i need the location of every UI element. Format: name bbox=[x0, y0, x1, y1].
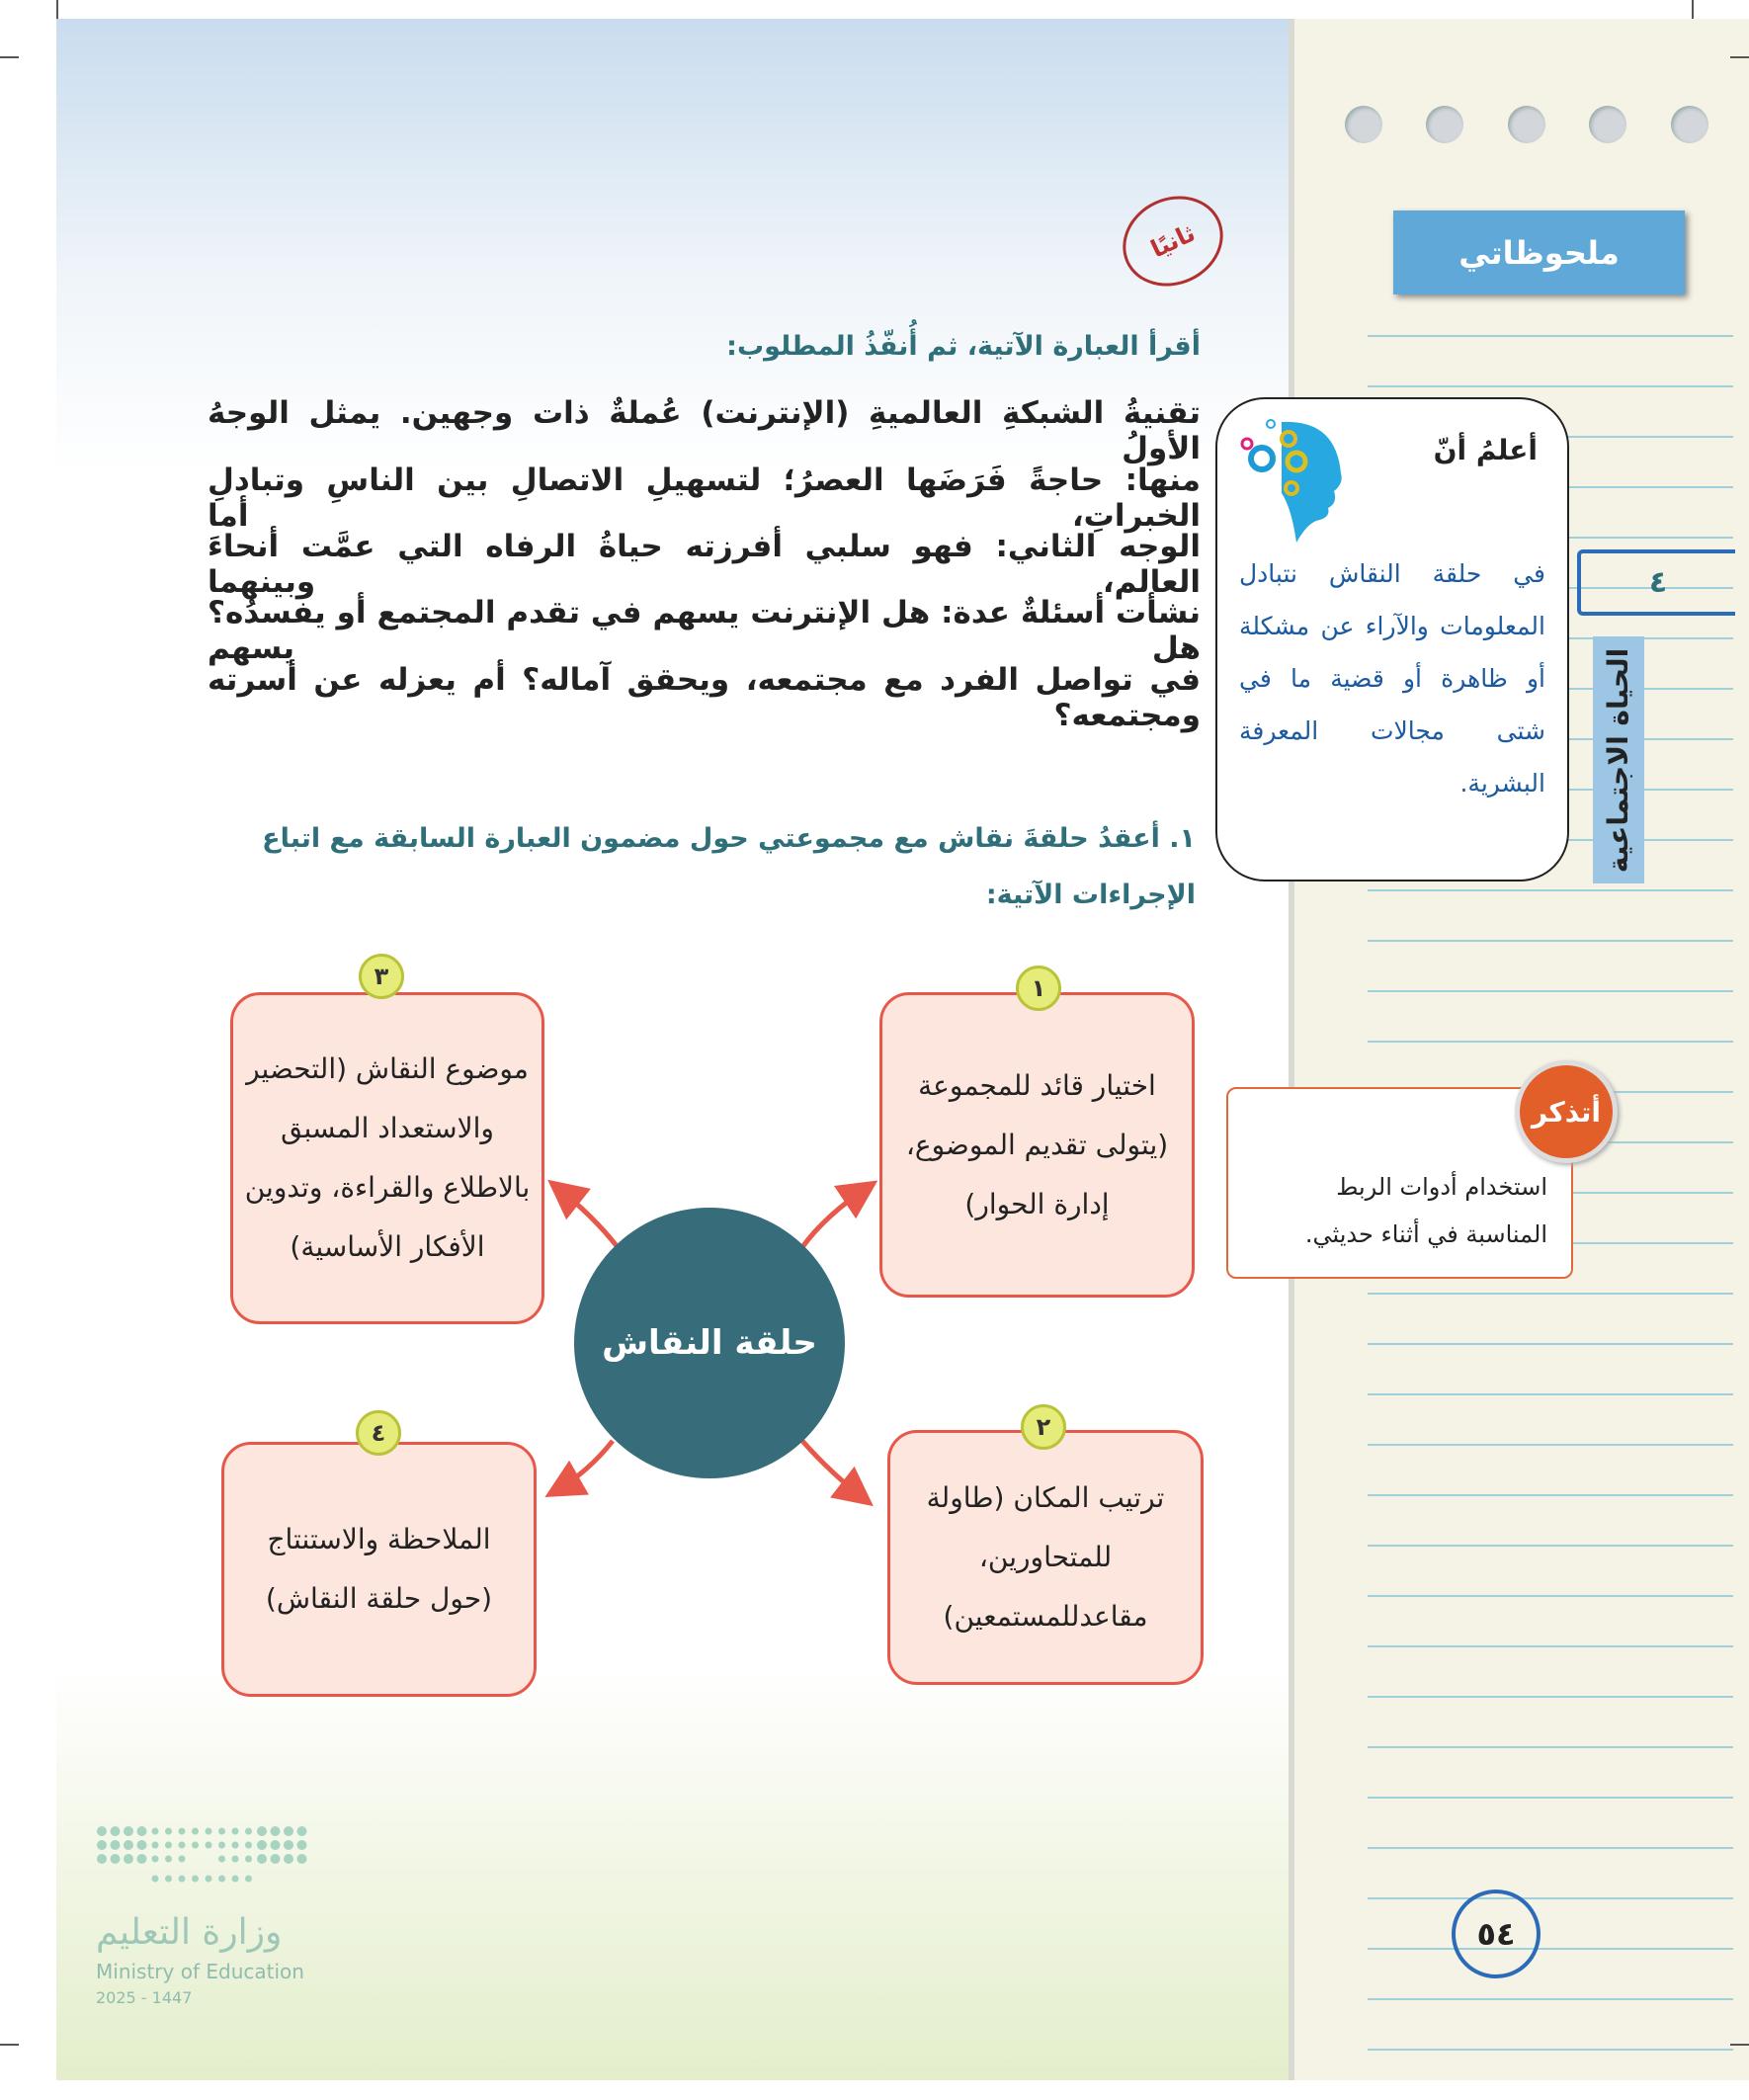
logo-dot bbox=[245, 1828, 252, 1835]
logo-dot bbox=[284, 1826, 293, 1836]
logo-dot bbox=[245, 1842, 252, 1849]
logo-dot bbox=[137, 1826, 147, 1836]
logo-dot bbox=[218, 1876, 225, 1883]
logo-dot bbox=[257, 1854, 267, 1864]
logo-dot bbox=[111, 1826, 121, 1836]
task-item: ١. أعقدُ حلقةَ نقاش مع مجموعتي حول مضمون العبارة السابقة مع اتباع الإجراءات الآتية: bbox=[262, 823, 1196, 910]
step-badge-2: ٢ bbox=[1021, 1404, 1066, 1450]
step-box-3: موضوع النقاش (التحضير والاستعداد المسبق بالاطلاع والقراءة، وتدوين الأفكار الأساسية) bbox=[230, 992, 544, 1324]
section-marker: ثانيًا bbox=[1108, 180, 1237, 302]
step-badge-4: ٤ bbox=[356, 1410, 401, 1456]
step-box-4: الملاحظة والاستنتاج (حول حلقة النقاش) bbox=[221, 1442, 537, 1697]
unit-label-text: الحياة الاجتماعية bbox=[1602, 647, 1635, 873]
step-badge-3: ٣ bbox=[359, 954, 404, 999]
logo-dot bbox=[152, 1856, 159, 1863]
logo-dot bbox=[137, 1840, 147, 1850]
logo-dot bbox=[137, 1854, 147, 1864]
logo-dot bbox=[179, 1828, 186, 1835]
logo-dot bbox=[179, 1856, 186, 1863]
logo-dot bbox=[165, 1842, 172, 1849]
logo-dot bbox=[206, 1828, 212, 1835]
logo-dot bbox=[257, 1826, 267, 1836]
logo-dot bbox=[232, 1876, 239, 1883]
logo-dot bbox=[297, 1854, 307, 1864]
logo-dot bbox=[192, 1828, 199, 1835]
logo-dot bbox=[179, 1876, 186, 1883]
know-text: في حلقة النقاش نتبادل المعلومات والآراء عن مشكلة أو ظاهرة أو قضية ما في شتى مجالات المعرفة البشرية. bbox=[1239, 559, 1545, 798]
logo-dot bbox=[218, 1828, 225, 1835]
logo-dot bbox=[111, 1840, 121, 1850]
logo-dot bbox=[111, 1854, 121, 1864]
logo-dot bbox=[165, 1828, 172, 1835]
ministry-years: 2025 - 1447 bbox=[96, 1988, 193, 2007]
ministry-name-arabic: وزارة التعليم bbox=[96, 1912, 283, 1953]
logo-dot bbox=[97, 1854, 107, 1864]
head-gears-icon bbox=[1237, 414, 1346, 543]
logo-dot bbox=[97, 1840, 107, 1850]
page-number: ٥٤ bbox=[1452, 1890, 1541, 1978]
logo-dot bbox=[152, 1842, 159, 1849]
logo-dot bbox=[284, 1854, 293, 1864]
logo-dot bbox=[165, 1876, 172, 1883]
logo-dot bbox=[206, 1842, 212, 1849]
logo-dot bbox=[124, 1840, 133, 1850]
logo-dot bbox=[218, 1842, 225, 1849]
logo-dot bbox=[245, 1856, 252, 1863]
logo-dot bbox=[165, 1856, 172, 1863]
step-box-2: ترتيب المكان (طاولة للمتحاورين، مقاعدللمستمعين) bbox=[887, 1430, 1204, 1685]
logo-dot bbox=[297, 1840, 307, 1850]
logo-dot bbox=[271, 1854, 281, 1864]
paragraph-line: في تواصل الفرد مع مجتمعه، ويحقق آماله؟ أم يعزله عن أسرته ومجتمعه؟ bbox=[208, 662, 1201, 733]
diagram-center: حلقة النقاش bbox=[574, 1208, 845, 1478]
logo-dot bbox=[124, 1854, 133, 1864]
remember-badge: أتذكر bbox=[1515, 1060, 1618, 1163]
logo-dot bbox=[232, 1856, 239, 1863]
logo-dot bbox=[124, 1826, 133, 1836]
instruction-heading: أقرأ العبارة الآتية، ثم أُنفّذُ المطلوب: bbox=[726, 331, 1201, 362]
logo-dot bbox=[271, 1826, 281, 1836]
logo-dot bbox=[152, 1828, 159, 1835]
logo-dot bbox=[232, 1842, 239, 1849]
logo-dot bbox=[232, 1828, 239, 1835]
arrow-to-step-3 bbox=[555, 1186, 618, 1247]
remember-text: استخدام أدوات الربط المناسبة في أثناء حديثي. bbox=[1304, 1173, 1547, 1248]
paragraph-line: تقنيةُ الشبكةِ العالميةِ (الإنترنت) عُملةٌ ذات وجهين. يمثل الوجهُ الأولُ bbox=[208, 395, 1201, 466]
arrow-to-step-2 bbox=[802, 1441, 866, 1500]
chapter-number: ٤ bbox=[1577, 549, 1735, 616]
know-box bbox=[1215, 397, 1569, 882]
logo-dot bbox=[218, 1856, 225, 1863]
ministry-logo-dots bbox=[94, 1823, 311, 1892]
notes-banner: ملحوظاتي bbox=[1393, 210, 1685, 294]
know-title: أعلمُ أنّ bbox=[1433, 434, 1538, 466]
unit-label bbox=[1593, 636, 1644, 883]
ministry-name-english: Ministry of Education bbox=[96, 1960, 304, 1983]
logo-dot bbox=[297, 1826, 307, 1836]
logo-dot bbox=[192, 1876, 199, 1883]
logo-dot bbox=[271, 1840, 281, 1850]
logo-dot bbox=[97, 1826, 107, 1836]
logo-dot bbox=[284, 1840, 293, 1850]
arrow-to-step-1 bbox=[802, 1186, 870, 1247]
logo-dot bbox=[152, 1876, 159, 1883]
paragraph-line: الوجه الثاني: فهو سلبي أفرزته حياةُ الرفاه التي عمَّت أنحاءَ العالم، وبينهما bbox=[208, 529, 1201, 600]
logo-dot bbox=[245, 1876, 252, 1883]
step-box-1: اختيار قائد للمجموعة (يتولى تقديم الموضوع، إدارة الحوار) bbox=[879, 992, 1195, 1298]
paragraph-line: نشأت أسئلةٌ عدة: هل الإنترنت يسهم في تقدم المجتمع أو يفسدُه؟ هل يسهم bbox=[208, 595, 1201, 666]
logo-dot bbox=[206, 1876, 212, 1883]
paragraph-line: منها: حاجةً فَرَضَها العصرُ؛ لتسهيلِ الاتصالِ بين الناسِ وتبادلِ الخبراتِ، أما bbox=[208, 462, 1201, 534]
arrow-to-step-4 bbox=[553, 1441, 613, 1492]
logo-dot bbox=[179, 1842, 186, 1849]
logo-dot bbox=[257, 1840, 267, 1850]
step-badge-1: ١ bbox=[1016, 966, 1061, 1011]
logo-dot bbox=[192, 1842, 199, 1849]
